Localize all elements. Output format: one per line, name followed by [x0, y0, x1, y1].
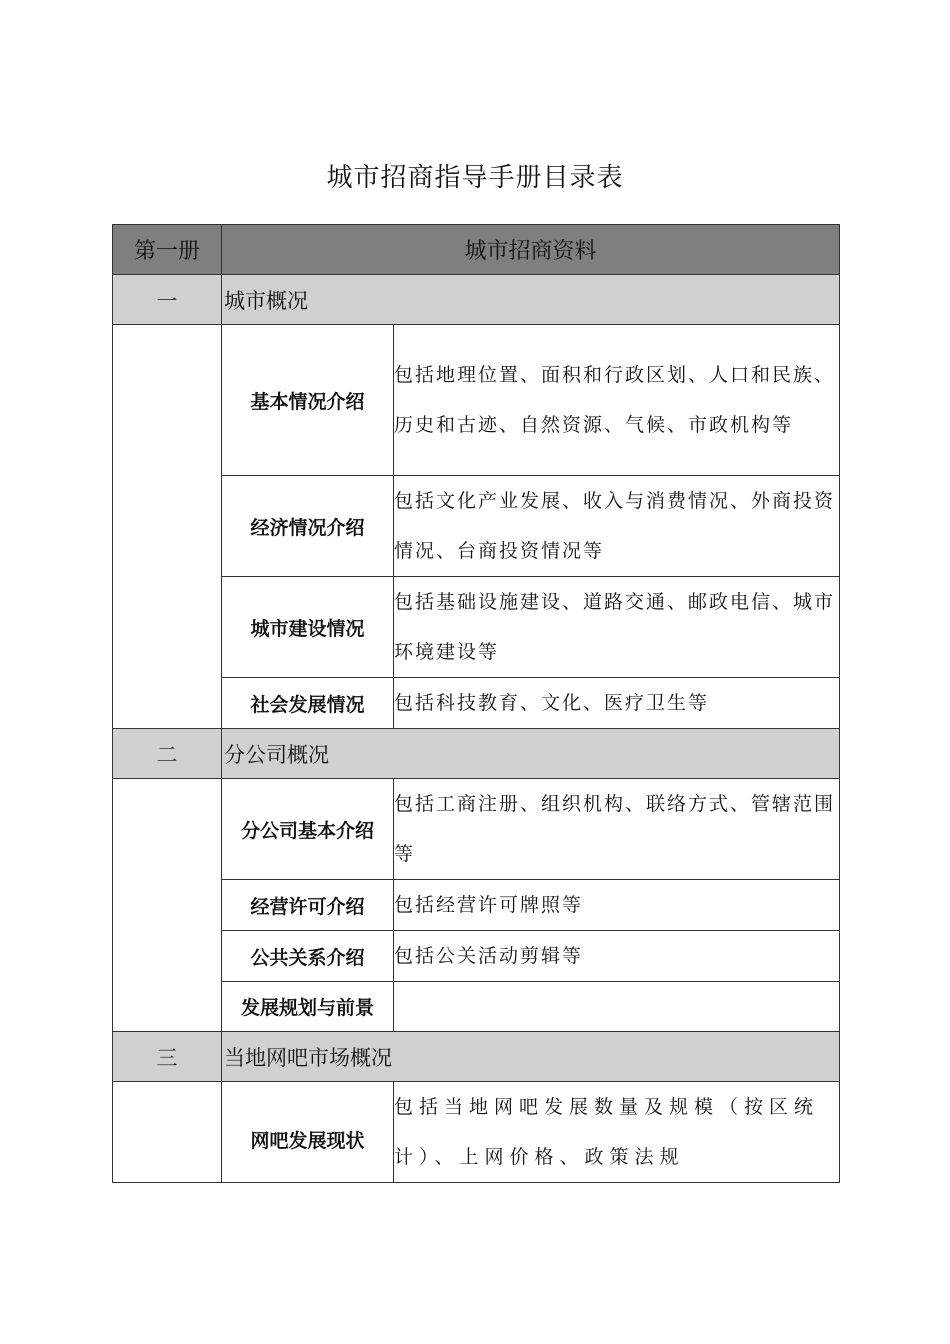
section-row [113, 729, 840, 779]
table-row [113, 577, 840, 678]
item-description: 包括基础设施建设、道路交通、邮政电信、城市环境建设等 [394, 577, 840, 678]
table-row [113, 678, 840, 729]
item-name: 经营许可介绍 [222, 880, 394, 931]
item-description [394, 982, 840, 1032]
item-name: 经济情况介绍 [222, 476, 394, 577]
document-title: 城市招商指导手册目录表 [326, 163, 624, 193]
table-row [113, 931, 840, 982]
section-title: 当地网吧市场概况 [222, 1032, 840, 1082]
item-description: 包括工商注册、组织机构、联络方式、管辖范围等 [394, 779, 840, 880]
item-name: 网吧发展现状 [222, 1082, 394, 1183]
section-title: 分公司概况 [222, 729, 840, 779]
item-description: 包括科技教育、文化、医疗卫生等 [394, 678, 840, 729]
item-description: 包括经营许可牌照等 [394, 880, 840, 931]
section-number: 一 [113, 275, 222, 325]
item-name: 分公司基本介绍 [222, 779, 394, 880]
table-row [113, 982, 840, 1032]
table-row [113, 325, 840, 476]
blank-cell [113, 779, 222, 1032]
blank-cell [113, 325, 222, 729]
item-description: 包括文化产业发展、收入与消费情况、外商投资情况、台商投资情况等 [394, 476, 840, 577]
item-name: 城市建设情况 [222, 577, 394, 678]
item-description: 包括当地网吧发展数量及规模（按区统计）、上网价格、政策法规 [394, 1082, 840, 1183]
section-row [113, 1032, 840, 1082]
item-name: 发展规划与前景 [222, 982, 394, 1032]
item-description: 包括地理位置、面积和行政区划、人口和民族、历史和古迹、自然资源、气候、市政机构等 [394, 325, 840, 476]
table-row [113, 476, 840, 577]
header-category: 城市招商资料 [222, 225, 840, 275]
item-description: 包括公关活动剪辑等 [394, 931, 840, 982]
section-number: 三 [113, 1032, 222, 1082]
table-row [113, 779, 840, 880]
blank-cell [113, 1082, 222, 1183]
table-row [113, 1082, 840, 1183]
section-row [113, 275, 840, 325]
item-name: 公共关系介绍 [222, 931, 394, 982]
item-name: 社会发展情况 [222, 678, 394, 729]
section-title: 城市概况 [222, 275, 840, 325]
section-number: 二 [113, 729, 222, 779]
catalog-table [112, 224, 840, 1183]
item-name: 基本情况介绍 [222, 325, 394, 476]
header-volume: 第一册 [113, 225, 222, 275]
table-row [113, 880, 840, 931]
table-header-row [113, 225, 840, 275]
